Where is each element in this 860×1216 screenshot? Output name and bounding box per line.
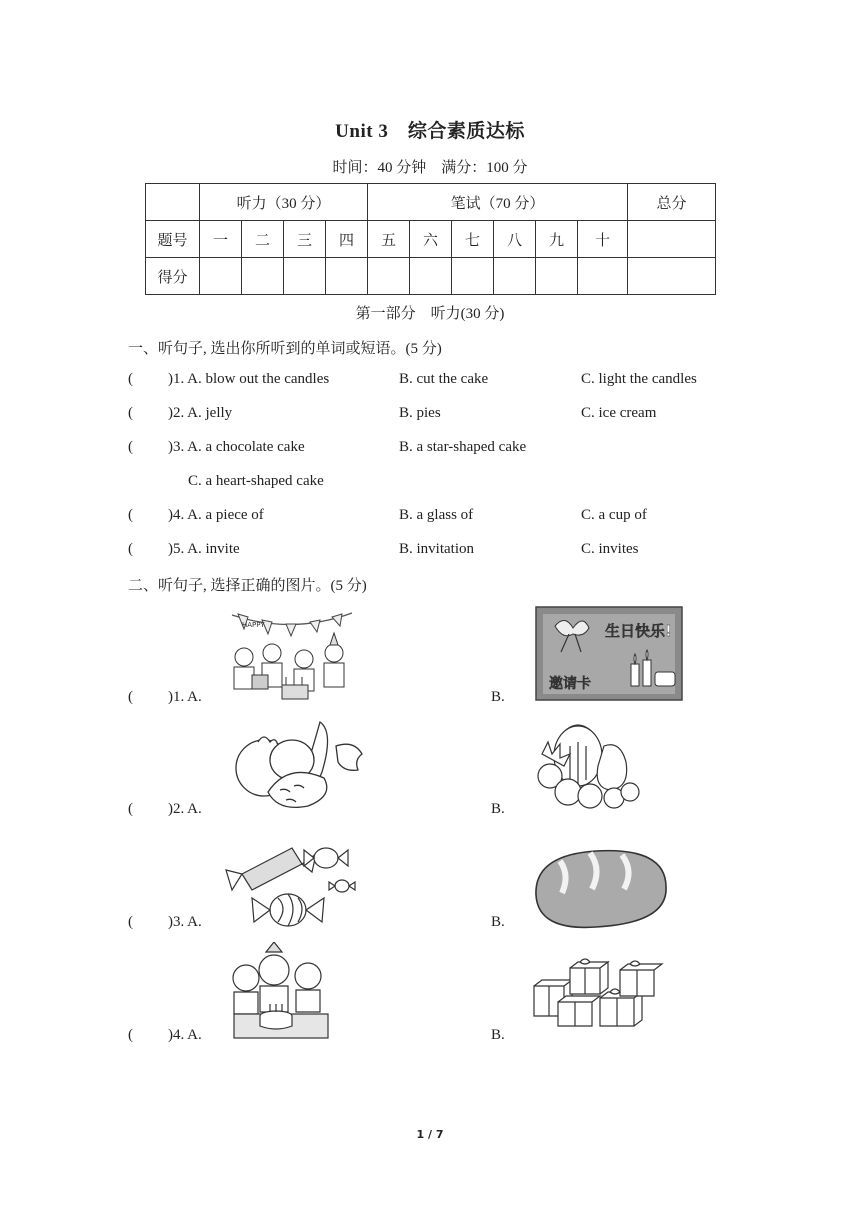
score-cell[interactable] [242,258,284,295]
pic-q3-label-b[interactable]: B. [491,914,505,930]
answer-paren[interactable]: ( [128,914,133,930]
question-number: 三 [284,221,326,258]
score-cell[interactable] [578,258,628,295]
answer-paren[interactable]: ( [128,507,133,523]
q2-option-c[interactable]: C. ice cream [581,405,657,421]
total-cell[interactable] [628,221,716,258]
q1-option-b[interactable]: B. cut the cake [399,371,489,387]
score-cell[interactable] [628,258,716,295]
pic-q4-label-b[interactable]: B. [491,1027,505,1043]
score-cell[interactable] [452,258,494,295]
score-cell[interactable] [326,258,368,295]
question-number: 五 [368,221,410,258]
part-heading: 第一部分 听力(30 分) [355,306,505,322]
pic-q1-label-b[interactable]: B. [491,689,505,705]
row-label-question: 题号 [146,221,200,258]
answer-paren[interactable]: ( [128,541,133,557]
question-number: 十 [578,221,628,258]
birthday-cake-kids-image[interactable] [226,942,334,1042]
question-number: 八 [494,221,536,258]
q1-option-a[interactable]: )1. A. blow out the candles [168,371,330,387]
fruits-image[interactable] [530,716,645,816]
q3-option-c[interactable]: C. a heart-shaped cake [188,473,324,489]
candies-image[interactable] [222,828,357,932]
pic-q1-label-a[interactable]: )1. A. [168,689,202,705]
section1-heading: 一、听句子, 选出你所听到的单词或短语。(5 分) [128,341,442,357]
q1-option-c[interactable]: C. light the candles [581,371,697,387]
q3-option-b[interactable]: B. a star-shaped cake [399,439,527,455]
question-number: 四 [326,221,368,258]
pic-q3-label-a[interactable]: )3. A. [168,914,202,930]
answer-paren[interactable]: ( [128,689,133,705]
gift-boxes-image[interactable] [530,958,665,1030]
answer-paren[interactable]: ( [128,801,133,817]
score-cell[interactable] [494,258,536,295]
pic-q4-label-a[interactable]: )4. A. [168,1027,202,1043]
q5-option-b[interactable]: B. invitation [399,541,474,557]
page-title: Unit 3 综合素质达标 [335,121,525,142]
banner-letter: HAPPY [242,621,265,629]
question-number: 七 [452,221,494,258]
question-number: 一 [200,221,242,258]
card-invite: 邀请卡 [549,676,591,692]
answer-paren[interactable]: ( [128,1027,133,1043]
answer-paren[interactable]: ( [128,405,133,421]
score-cell[interactable] [536,258,578,295]
bread-image[interactable] [530,843,670,933]
listening-header: 听力（30 分） [200,184,368,221]
q4-option-b[interactable]: B. a glass of [399,507,474,523]
section2-heading: 二、听句子, 选择正确的图片。(5 分) [128,578,367,594]
question-number: 二 [242,221,284,258]
total-header: 总分 [628,184,716,221]
pic-q2-label-a[interactable]: )2. A. [168,801,202,817]
score-table [145,183,716,295]
q4-option-c[interactable]: C. a cup of [581,507,647,523]
q3-option-a[interactable]: )3. A. a chocolate cake [168,439,305,455]
pic-q2-label-b[interactable]: B. [491,801,505,817]
answer-paren[interactable]: ( [128,371,133,387]
page-number: 1 / 7 [416,1128,444,1141]
row-label-score: 得分 [146,258,200,295]
question-number: 九 [536,221,578,258]
q2-option-a[interactable]: )2. A. jelly [168,405,233,421]
q5-option-c[interactable]: C. invites [581,541,639,557]
score-cell[interactable] [200,258,242,295]
score-cell[interactable] [284,258,326,295]
q5-option-a[interactable]: )5. A. invite [168,541,240,557]
invitation-card-image[interactable] [535,606,683,701]
birthday-party-image[interactable] [222,605,362,705]
card-greeting: 生日快乐! [605,622,672,640]
score-cell[interactable] [410,258,452,295]
q2-option-b[interactable]: B. pies [399,405,441,421]
score-cell[interactable] [368,258,410,295]
question-number: 六 [410,221,452,258]
writing-header: 笔试（70 分） [368,184,628,221]
vegetables-image[interactable] [228,716,366,816]
exam-info: 时间：40 分钟 满分：100 分 [332,160,528,176]
q4-option-a[interactable]: )4. A. a piece of [168,507,264,523]
answer-paren[interactable]: ( [128,439,133,455]
